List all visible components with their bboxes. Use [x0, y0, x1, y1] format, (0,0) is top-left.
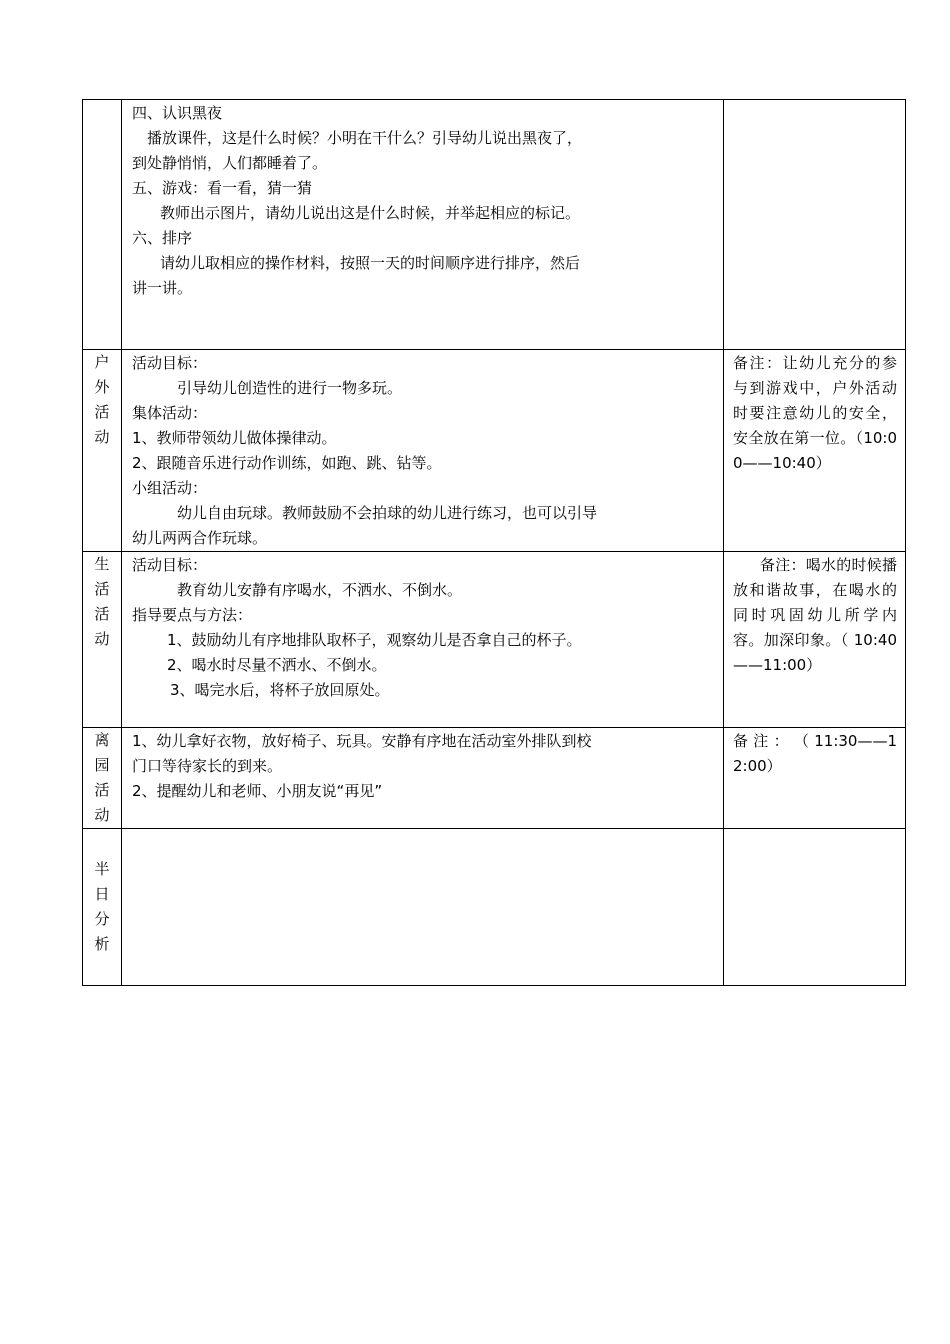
row-label-cell — [83, 829, 122, 986]
row-note-cell — [724, 728, 906, 829]
section-heading: 六、排序 — [132, 229, 193, 247]
row-content-cell — [122, 829, 724, 986]
table-row — [83, 552, 906, 728]
row-label: 生活活动 — [94, 555, 110, 648]
content-line: 播放课件，这是什么时候？小明在干什么？引导幼儿说出黑夜了， — [147, 129, 583, 147]
content-line: 3、喝完水后，将杯子放回原处。 — [170, 681, 390, 699]
row-label-cell — [83, 728, 122, 829]
row-content-cell — [122, 728, 724, 829]
row-label: 半日分析 — [94, 860, 110, 953]
row-content-cell — [122, 350, 724, 552]
table-row — [83, 350, 906, 552]
content-line: 请幼儿取相应的操作材料，按照一天的时间顺序进行排序，然后 — [160, 254, 581, 272]
content-subheading: 集体活动： — [132, 404, 208, 422]
content-line: 1、幼儿拿好衣物，放好椅子、玩具。安静有序地在活动室外排队到校 — [132, 732, 592, 750]
row-note: 备 注 ： （ 11:30——12:00） — [733, 732, 897, 775]
section-heading: 四、认识黑夜 — [132, 104, 223, 122]
content-subheading: 小组活动： — [132, 479, 208, 497]
table-row — [83, 100, 906, 350]
row-label: 户外活动 — [94, 353, 110, 446]
content-line: 教师出示图片，请幼儿说出这是什么时候，并举起相应的标记。 — [160, 204, 581, 222]
section-heading: 五、游戏：看一看，猜一猜 — [132, 179, 313, 197]
row-label-cell — [83, 350, 122, 552]
content-line: 幼儿自由玩球。教师鼓励不会拍球的幼儿进行练习，也可以引导 — [177, 504, 598, 522]
content-subheading: 指导要点与方法： — [132, 606, 253, 624]
content-line: 2、提醒幼儿和老师、小朋友说“再见” — [132, 782, 383, 800]
content-line: 2、跟随音乐进行动作训练，如跑、跳、钻等。 — [132, 454, 442, 472]
content-line: 到处静悄悄，人们都睡着了。 — [132, 154, 328, 172]
row-content-cell — [122, 100, 724, 350]
content-line: 引导幼儿创造性的进行一物多玩。 — [177, 379, 403, 397]
row-label-cell — [83, 552, 122, 728]
row-note: 备注：喝水的时候播放和谐故事，在喝水的同时巩固幼儿所学内容。加深印象。（ 10:40——11:00） — [733, 556, 897, 674]
row-label-cell — [83, 100, 122, 350]
row-note-cell — [724, 829, 906, 986]
half-day-plan-table — [82, 99, 906, 986]
content-line: 1、教师带领幼儿做体操律动。 — [132, 429, 337, 447]
table-row — [83, 829, 906, 986]
row-content-cell — [122, 552, 724, 728]
content-line: 幼儿两两合作玩球。 — [132, 529, 268, 547]
content-subheading: 活动目标： — [132, 354, 208, 372]
table-row — [83, 728, 906, 829]
row-note: 备注：让幼儿充分的参与到游戏中，户外活动时要注意幼儿的安全，安全放在第一位。（10:00——10:40） — [733, 354, 897, 472]
content-line: 教育幼儿安静有序喝水，不洒水、不倒水。 — [177, 581, 463, 599]
row-note-cell — [724, 552, 906, 728]
content-line: 1、鼓励幼儿有序地排队取杯子，观察幼儿是否拿自己的杯子。 — [167, 631, 582, 649]
row-note-cell — [724, 350, 906, 552]
content-line: 2、喝水时尽量不洒水、不倒水。 — [167, 656, 387, 674]
row-label: 离园活动 — [94, 731, 110, 824]
content-subheading: 活动目标： — [132, 556, 208, 574]
content-line: 门口等待家长的到来。 — [132, 757, 283, 775]
content-line: 讲一讲。 — [132, 279, 193, 297]
row-note-cell — [724, 100, 906, 350]
